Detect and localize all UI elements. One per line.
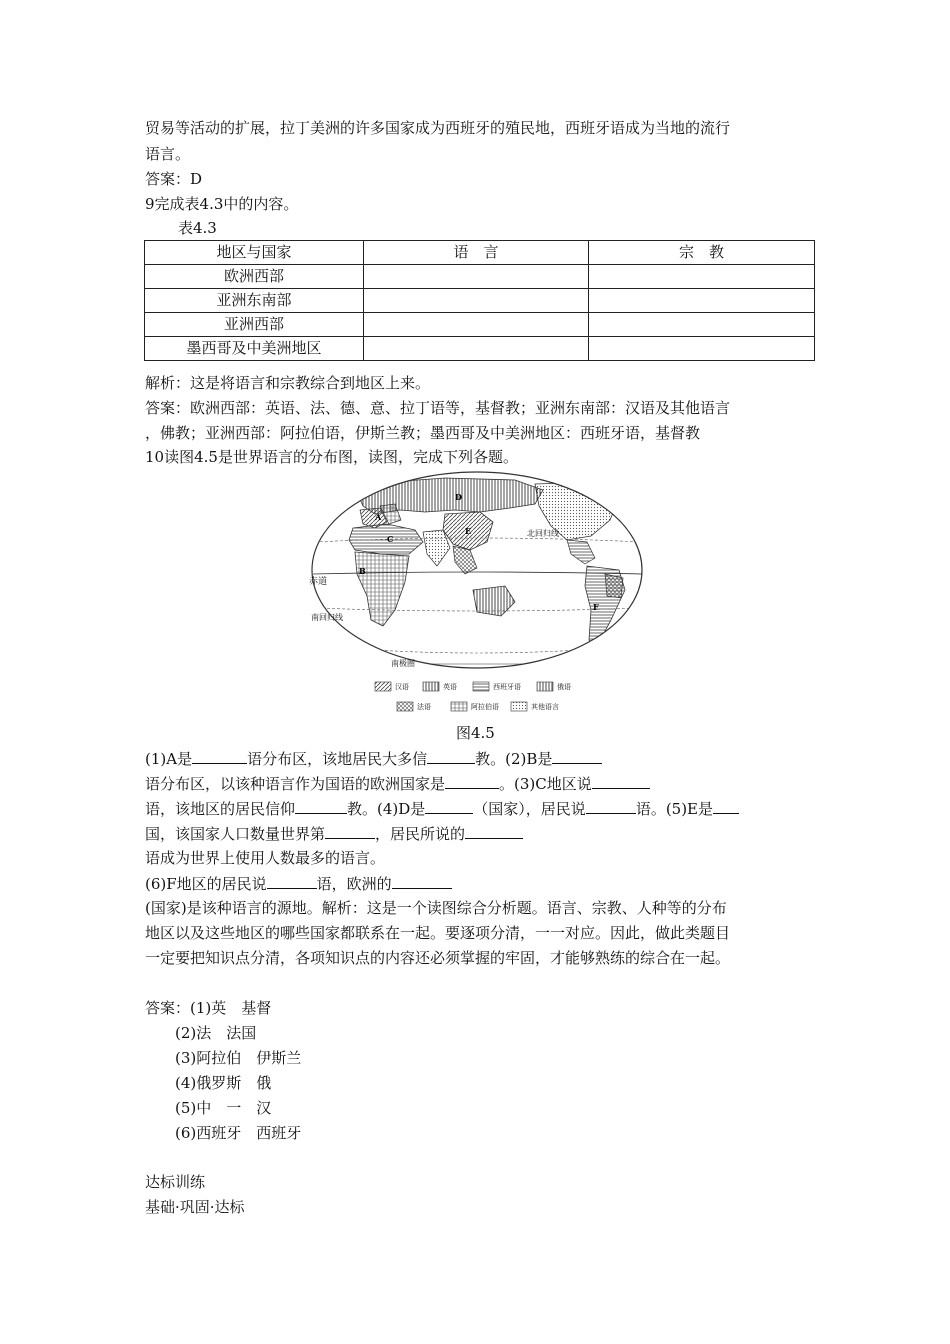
legend-label: 法语 [417, 704, 431, 711]
tropic-south-label: 南回归线 [311, 613, 343, 622]
qa-line: 语分布区，以该种语言作为国语的欧洲国家是 。(3)C地区说 [145, 773, 650, 794]
header-region: 地区与国家 [145, 241, 364, 265]
religion-cell[interactable] [589, 289, 815, 313]
row-region: 亚洲东南部 [145, 289, 364, 313]
answer-10-line: (6)西班牙 西班牙 [175, 1124, 302, 1142]
row-region: 亚洲西部 [145, 313, 364, 337]
header-religion: 宗 教 [589, 241, 815, 265]
language-cell[interactable] [364, 289, 589, 313]
answer-blank[interactable] [586, 798, 636, 814]
table-row [145, 265, 815, 289]
language-religion-table [144, 240, 815, 361]
answer-10-line: (5)中 一 汉 [175, 1099, 272, 1117]
analysis-9: 解析：这是将语言和宗教综合到地区上来。 [145, 374, 431, 392]
table-title: 表4.3 [178, 219, 217, 237]
marker-e: E [465, 526, 472, 536]
section-subheading: 基础·巩固·达标 [145, 1198, 245, 1216]
language-cell[interactable] [364, 337, 589, 361]
equator-label: 赤道 [309, 576, 328, 586]
answer-9-line2: ，佛教；亚洲西部：阿拉伯语，伊斯兰教；墨西哥及中美洲地区：西班牙语，基督教 [145, 424, 701, 442]
marker-d: D [455, 492, 462, 502]
row-region: 墨西哥及中美洲地区 [145, 337, 364, 361]
religion-cell[interactable] [589, 337, 815, 361]
answer-10-line: (3)阿拉伯 伊斯兰 [175, 1049, 302, 1067]
marker-a: A [375, 512, 382, 522]
marker-b: B [359, 566, 366, 576]
answer-10-line: (4)俄罗斯 俄 [175, 1074, 272, 1092]
antarctic-circle-label: 南极圈 [391, 659, 415, 668]
answer-blank[interactable] [425, 798, 473, 814]
religion-cell[interactable] [589, 265, 815, 289]
answer-blank[interactable] [552, 748, 602, 764]
answer-blank[interactable] [267, 873, 317, 889]
qa-line: 一定要把知识点分清，各项知识点的内容还必须掌握的牢固，才能够熟练的综合在一起。 [145, 949, 731, 967]
legend-label: 阿拉伯语 [471, 704, 499, 711]
row-region: 欧洲西部 [145, 265, 364, 289]
marker-f: F [593, 602, 599, 612]
marker-c: C [387, 534, 394, 544]
legend-label: 其他语言 [531, 704, 559, 711]
answer-blank[interactable] [392, 873, 452, 889]
table-header-row [145, 241, 815, 265]
answer-9-line1: 答案：欧洲西部：英语、法、德、意、拉丁语等，基督教；亚洲东南部：汉语及其他语言 [145, 399, 731, 417]
qa-line: 语成为世界上使用人数最多的语言。 [145, 849, 386, 867]
answer-blank[interactable] [427, 748, 475, 764]
qa-line: (1)A是 语分布区，该地居民大多信 教。(2)B是 [145, 748, 602, 769]
table-row [145, 337, 815, 361]
header-language: 语 言 [364, 241, 589, 265]
paragraph-line: 语言。 [145, 145, 191, 163]
answer-blank[interactable] [592, 773, 650, 789]
qa-line: 语，该地区的居民信仰 教。(4)D是 （国家），居民说 语。(5)E是 [145, 798, 739, 819]
answer-blank[interactable] [325, 823, 375, 839]
answer-10-line: 答案：(1)英 基督 [145, 999, 272, 1017]
question-9: 9完成表4.3中的内容。 [145, 195, 299, 213]
table-row [145, 289, 815, 313]
legend-label: 英语 [443, 684, 457, 691]
answer-blank[interactable] [713, 798, 739, 814]
answer-line: 答案：D [145, 170, 203, 188]
world-language-map [305, 470, 650, 718]
language-cell[interactable] [364, 313, 589, 337]
figure-caption: 图4.5 [456, 724, 495, 742]
qa-line: 地区以及这些地区的哪些国家都联系在一起。要逐项分清，一一对应。因此，做此类题目 [145, 924, 731, 942]
qa-line: 国，该国家人口数量世界第 ，居民所说的 [145, 823, 523, 844]
question-10: 10读图4.5是世界语言的分布图，读图，完成下列各题。 [145, 448, 518, 466]
qa-line: (国家)是该种语言的源地。解析：这是一个读图综合分析题。语言、宗教、人种等的分布 [145, 899, 727, 917]
answer-blank[interactable] [445, 773, 499, 789]
answer-blank[interactable] [295, 798, 347, 814]
answer-blank[interactable] [465, 823, 523, 839]
language-cell[interactable] [364, 265, 589, 289]
answer-blank[interactable] [192, 748, 247, 764]
paragraph-line: 贸易等活动的扩展，拉丁美洲的许多国家成为西班牙的殖民地，西班牙语成为当地的流行 [145, 119, 731, 137]
table-row [145, 313, 815, 337]
tropic-north-label: 北回归线 [527, 529, 559, 538]
map-legend [375, 682, 571, 711]
section-heading: 达标训练 [145, 1173, 206, 1191]
legend-label: 俄语 [557, 684, 571, 691]
answer-10-line: (2)法 法国 [175, 1024, 257, 1042]
legend-label: 汉语 [395, 684, 409, 691]
religion-cell[interactable] [589, 313, 815, 337]
qa-line: (6)F地区的居民说 语，欧洲的 [145, 873, 452, 894]
legend-label: 西班牙语 [493, 684, 521, 691]
